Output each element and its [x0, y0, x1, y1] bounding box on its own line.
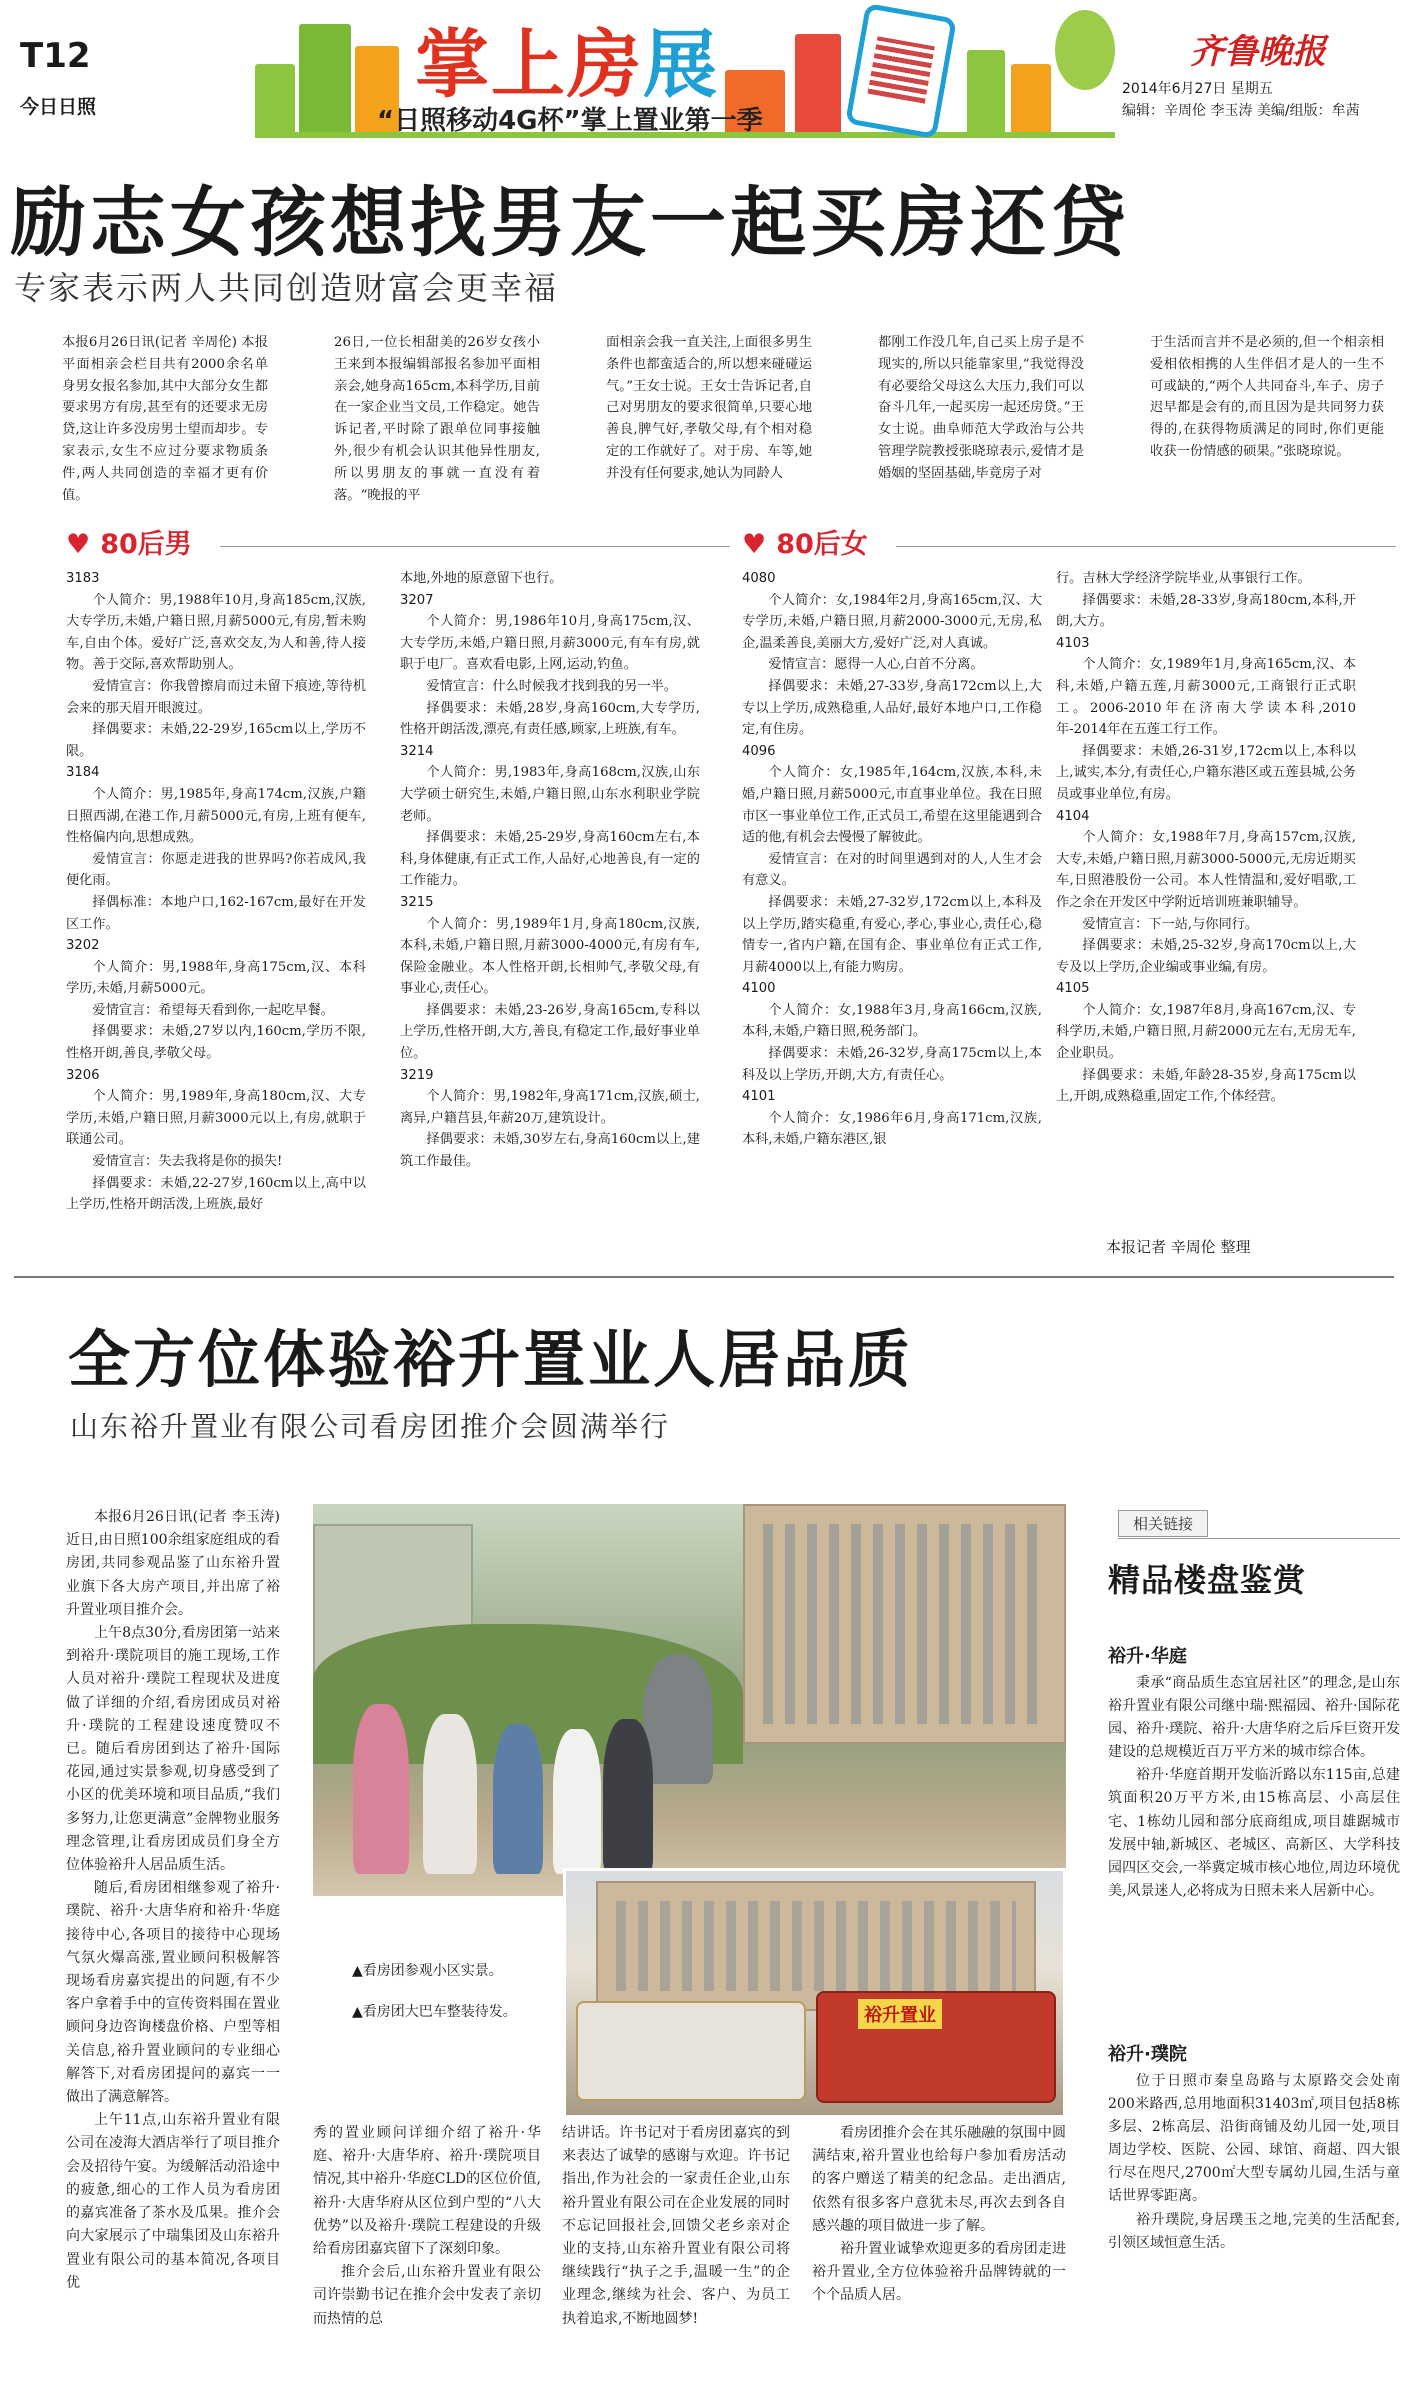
masthead	[0, 0, 1409, 152]
personal-ad	[742, 1086, 1042, 1151]
paragraph: 上午11点,山东裕升置业有限公司在凌海大酒店举行了项目推介会及招待午宴。为缓解活动沿途中的疲惫,细心的工作人员为看房团的嘉宾准备了茶水及瓜果。推介会向大家展示了中瑞集团及山东裕升置业有限公司的基本简况,各项目优	[66, 2112, 280, 2291]
ad-paragraph: 择偶要求：未婚,22-29岁,165cm以上,学历不限。	[66, 722, 366, 759]
person	[603, 1719, 653, 1874]
ad-paragraph: 个人简介：女,1989年1月,身高165cm,汉、本科,未婚,户籍五莲,月薪3000元,工商银行正式职工。2006-2010年在济南大学读本科,2010年-2014年在五莲工行工作。	[1056, 657, 1356, 738]
article1-headline: 励志女孩想找男友一起买房还贷	[10, 178, 1130, 267]
ad-paragraph: 个人简介：男,1989年,身高180cm,汉、大专学历,未婚,户籍日照,月薪3000元以上,有房,就职于联通公司。	[66, 1089, 366, 1148]
personal-ad	[66, 935, 366, 1065]
ad-number: 4105	[1056, 981, 1090, 997]
ad-paragraph: 择偶要求：未婚,年龄28-35岁,身高175cm以上,开朗,成熟稳重,固定工作,个体经营。	[1056, 1067, 1356, 1105]
section-rule	[896, 546, 1396, 547]
ad-paragraph: 个人简介：男,1985年,身高174cm,汉族,户籍日照西湖,在港工作,月薪5000元,有房,上班有便车,性格偏内向,思想成熟。	[66, 786, 366, 846]
ad-paragraph: 个人简介：女,1984年2月,身高165cm,汉、大专学历,未婚,户籍日照,月薪2000-3000元,无房,私企,温柔善良,美丽大方,爱好广泛,对人真诚。	[742, 592, 1042, 651]
paragraph: 裕升置业诚挚欢迎更多的看房团走进裕升置业,全方位体验裕升品牌铸就的一个个品质人居。	[812, 2241, 1066, 2304]
personal-ad	[1056, 633, 1356, 806]
photo-tour-buses	[563, 1868, 1066, 2118]
article1-intro-col: 都刚工作没几年,自己买上房子是不现实的,所以只能靠家里,“我觉得没有必要给父母这么大压力,我们可以奋斗几年,一起买房一起还房贷。”王女士说。曲阜师范大学政治与公共管理学院教授张晓琼表示,爱情才是婚姻的坚固基础,毕竟房子对	[878, 335, 1084, 481]
bus	[576, 2001, 806, 2101]
person	[353, 1704, 409, 1874]
article1-intro-col: 本报6月26日讯(记者 辛周伦) 本报平面相亲会栏目共有2000余名单身男女报名参加,其中大部分女生都要求男方有房,甚至有的还要求无房贷,这让许多没房男士望而却步。专家表示,女生不应过分要求物质条件,两人共同创造的幸福才更有价值。	[62, 335, 268, 503]
banner-building-icon	[299, 24, 351, 134]
paragraph: 看房团推介会在其乐融融的氛围中圆满结束,裕升置业也给每户参加看房活动的客户赠送了精美的纪念品。走出酒店,依然有很多客户意犹未尽,再次去到各自感兴趣的项目做进一步了解。	[812, 2125, 1066, 2234]
paragraph: 推介会后,山东裕升置业有限公司许崇勤书记在推介会中发表了亲切而热情的总	[313, 2264, 541, 2327]
personal-ad	[66, 568, 366, 762]
sidebar-subheading: 裕升·璞院	[1108, 2044, 1187, 2065]
personals-column	[1056, 568, 1356, 1268]
ad-paragraph: 择偶要求：未婚,26-32岁,身高175cm以上,本科及以上学历,开朗,大方,有责任心。	[742, 1046, 1042, 1083]
ad-paragraph: 个人简介：女,1988年7月,身高157cm,汉族,大专,未婚,户籍日照,月薪3000-5000元,无房近期买车,日照港股份一公司。本人性情温和,爱好唱歌,工作之余在开发区中学附近培训班兼职辅导。	[1056, 830, 1356, 910]
personal-ad	[66, 762, 366, 935]
article1-signoff: 本报记者 辛周伦 整理	[1106, 1238, 1251, 1256]
newspaper-brand: 齐鲁晚报	[1190, 32, 1326, 72]
male-section-heading: ♥ 80后男	[66, 529, 192, 560]
ad-number: 4100	[742, 981, 776, 997]
ad-number: 3207	[400, 592, 434, 608]
ad-paragraph: 个人简介：女,1987年8月,身高167cm,汉、专科学历,未婚,户籍日照,月薪2000元左右,无房无车,企业职员。	[1056, 1002, 1356, 1062]
banner-title: 掌上房展	[415, 22, 719, 108]
ad-paragraph: 择偶要求：未婚,27岁以内,160cm,学历不限,性格开朗,善良,孝敬父母。	[66, 1024, 366, 1062]
ad-paragraph: 择偶要求：未婚,28-33岁,身高180cm,本科,开朗,大方。	[1056, 592, 1356, 630]
banner-building-icon	[1011, 64, 1051, 134]
personals-column	[66, 568, 366, 1268]
article-divider	[14, 1276, 1394, 1278]
section-rule	[220, 546, 730, 547]
personals-column	[742, 568, 1042, 1268]
personal-ad	[1056, 806, 1356, 979]
ad-paragraph: 爱情宣言：你愿走进我的世界吗?你若成风,我便化雨。	[66, 851, 366, 889]
paragraph: 上午8点30分,看房团第一站来到裕升·璞院项目的施工现场,工作人员对裕升·璞院工程现状及进度做了详细的介绍,看房团成员对裕升·璞院的工程建设速度赞叹不已。随后看房团到达了裕升·国际花园,通过实景参观,切身感受到了小区的优美环境和项目品质,“我们多努力,让您更满意”金牌物业服务理念管理,让看房团成员们身全方位体验裕升人居品质生活。	[66, 1625, 280, 1874]
ad-paragraph: 个人简介：男,1982年,身高171cm,汉族,硕士,离异,户籍莒县,年薪20万,建筑设计。	[400, 1089, 700, 1126]
ad-paragraph: 个人简介：女,1986年6月,身高171cm,汉族,本科,未婚,户籍东港区,银	[742, 1110, 1042, 1148]
ad-paragraph: 择偶要求：未婚,27-32岁,172cm以上,本科及以上学历,踏实稳重,有爱心,孝心,事业心,责任心,稳情专一,省内户籍,在国有企、事业单位有正式工作,月薪4000以上,有能力购房。	[742, 894, 1042, 975]
ad-paragraph: 个人简介：男,1989年1月,身高180cm,汉族,本科,未婚,户籍日照,月薪3000-4000元,有房有车,保险金融业。本人性格开朗,长相帅气,孝敬父母,有事业心,责任心。	[400, 916, 700, 997]
ad-paragraph: 爱情宣言：愿得一人心,白首不分离。	[768, 657, 984, 673]
bus-sign: 裕升置业	[858, 1999, 942, 2029]
hotel-windows	[616, 1901, 1016, 1991]
banner-building-icon	[255, 64, 295, 134]
editor-credits: 编辑：辛周伦 李玉涛 美编/组版：牟茜	[1122, 103, 1360, 119]
paragraph: 秉承“商品质生态宜居社区”的理念,是山东裕升置业有限公司继中瑞·熙福园、裕升·国际花园、裕升·璞院、裕升·大唐华府之后斥巨资开发建设的总规模近百万平方米的城市综合体。	[1108, 1675, 1400, 1761]
ad-paragraph: 择偶要求：未婚,25-29岁,身高160cm左右,本科,身体健康,有正式工作,人品好,心地善良,有一定的工作能力。	[400, 830, 700, 889]
personal-ad	[400, 590, 700, 741]
ad-paragraph: 择偶要求：未婚,28岁,身高160cm,大专学历,性格开朗活泼,漂亮,有责任感,顾家,上班族,有车。	[400, 700, 700, 738]
personal-ad	[742, 568, 1042, 741]
paragraph: 裕升璞院,身居璞玉之地,完美的生活配套,引领区域恒意生活。	[1108, 2211, 1400, 2251]
ad-number: 4101	[742, 1089, 776, 1105]
personal-ad	[1056, 978, 1356, 1108]
personal-ad	[66, 1065, 366, 1216]
qr-code-icon	[868, 36, 935, 103]
ad-paragraph: 本地,外地的原意留下也行。	[400, 571, 563, 586]
section-name: 今日日照	[20, 96, 97, 118]
female-section-heading: ♥ 80后女	[742, 529, 868, 560]
ad-paragraph: 爱情宣言：失去我将是你的损失!	[92, 1154, 283, 1170]
person	[423, 1714, 477, 1874]
personals-column	[400, 568, 700, 1268]
sidebar-rule	[1118, 1538, 1400, 1539]
phone-icon	[845, 3, 957, 139]
ad-paragraph: 爱情宣言：下一站,与你同行。	[1082, 916, 1259, 932]
sidebar-text	[1108, 1672, 1400, 2028]
heart-icon: ♥	[66, 529, 91, 560]
paragraph: 秀的置业顾问详细介绍了裕升·华庭、裕升·大唐华府、裕升·璞院项目情况,其中裕升·华庭CLD的区位价值,裕升·大唐华府从区位到户型的“八大优势”以及裕升·璞院工程建设的升级给看房团嘉宾留下了深刻印象。	[313, 2125, 541, 2258]
building-windows	[763, 1524, 1043, 1724]
article2-headline: 全方位体验裕升置业人居品质	[68, 1323, 914, 1396]
person	[553, 1729, 601, 1874]
banner-building-icon	[967, 50, 1005, 134]
ad-paragraph: 行。吉林大学经济学院毕业,从事银行工作。	[1056, 571, 1311, 586]
ad-paragraph: 个人简介：男,1988年,身高175cm,汉、本科学历,未婚,月薪5000元。	[66, 959, 366, 997]
ad-number: 3183	[66, 571, 100, 586]
sidebar-title: 精品楼盘鉴赏	[1108, 1561, 1307, 1599]
personal-ad	[400, 568, 700, 590]
paragraph: 位于日照市秦皇岛路与太原路交会处南200米路西,总用地面积31403㎡,项目包括8栋多层、2栋高层、沿街商铺及幼儿园一处,项目周边学校、医院、公园、球馆、商超、四大银行尽在咫尺,2700㎡大型专属幼儿园,生活与童话世界零距离。	[1108, 2073, 1400, 2205]
banner	[255, 0, 1115, 148]
ad-number: 3184	[66, 765, 100, 781]
article1-intro-col: 26日,一位长相甜美的26岁女孩小王来到本报编辑部报名参加平面相亲会,她身高165cm,本科学历,目前在一家企业当文员,工作稳定。她告诉记者,平时除了跟单位同事接触外,很少有机会认识其他异性朋友,所以男朋友的事就一直没有着落。“晚报的平	[334, 335, 540, 503]
personal-ad	[742, 978, 1042, 1086]
ad-paragraph: 爱情宣言：你我曾擦肩而过未留下痕迹,等待机会来的那天眉开眼渡过。	[66, 678, 366, 716]
ad-number: 4104	[1056, 808, 1090, 824]
ad-paragraph: 择偶要求：未婚,23-26岁,身高165cm,专科以上学历,性格开朗,大方,善良,有稳定工作,最好事业单位。	[400, 1002, 700, 1062]
ad-paragraph: 择偶要求：未婚,30岁左右,身高160cm以上,建筑工作最佳。	[400, 1132, 700, 1170]
ad-paragraph: 个人简介：男,1986年10月,身高175cm,汉、大专学历,未婚,户籍日照,月薪3000元,有车有房,就职于电厂。喜欢看电影,上网,运动,钓鱼。	[400, 614, 700, 673]
sidebar-text	[1108, 2070, 1400, 2376]
issue-date: 2014年6月27日 星期五	[1122, 81, 1273, 97]
article2-column	[812, 2122, 1066, 2376]
ad-paragraph: 择偶要求：未婚,26-31岁,172cm以上,本科以上,诚实,本分,有责任心,户籍东港区或五莲县城,公务员或事业单位,有房。	[1056, 743, 1356, 802]
article2-subheadline: 山东裕升置业有限公司看房团推介会圆满举行	[70, 1410, 671, 1443]
article1-intro-col: 于生活而言并不是必须的,但一个相亲相爱相依相携的人生伴侣才是人的一生不可或缺的,“两个人共同奋斗,车子、房子迟早都是会有的,而且因为是共同努力获得的,在获得物质满足的同时,你们更能收获一份情感的硕果。”张晓琼说。	[1150, 335, 1384, 459]
ad-paragraph: 爱情宣言：希望每天看到你,一起吃早餐。	[92, 1002, 334, 1018]
banner-subtitle: “日照移动4G杯”掌上置业第一季	[377, 106, 763, 136]
ad-paragraph: 个人简介：女,1985年,164cm,汉族,本科,未婚,户籍日照,月薪5000元,市直事业单位。我在日照市区一事业单位工作,正式员工,希望在这里能遇到合适的他,有机会去慢慢了解彼此。	[742, 765, 1042, 846]
personal-ad	[400, 892, 700, 1065]
ad-number: 3215	[400, 894, 434, 910]
page-number: T12	[20, 36, 91, 76]
ad-number: 3214	[400, 743, 434, 759]
ad-number: 4103	[1056, 635, 1090, 651]
paragraph: 本报6月26日讯(记者 李玉涛) 近日,由日照100余组家庭组成的看房团,共同参观品鉴了山东裕升置业旗下各大房产项目,并出席了裕升置业项目推介会。	[66, 1509, 280, 1618]
paragraph: 裕升·华庭首期开发临沂路以东115亩,总建筑面积20万平方米,由15栋高层、小高层住宅、1栋幼儿园和部分底商组成,项目雄踞城市发展中轴,新城区、老城区、高新区、大学科技园四区交会,一举冀定城市核心地位,周边环境优美,风景迷人,必将成为日照未来人居新中心。	[1108, 1767, 1400, 1899]
ad-paragraph: 择偶要求：未婚,22-27岁,160cm以上,高中以上学历,性格开朗活泼,上班族,最好	[66, 1175, 366, 1213]
ad-paragraph: 择偶要求：未婚,25-32岁,身高170cm以上,大专及以上学历,企业编或事业编,有房。	[1056, 938, 1356, 975]
article2-column	[562, 2122, 790, 2376]
person	[493, 1724, 543, 1874]
ad-paragraph: 个人简介：男,1988年10月,身高185cm,汉族,大专学历,未婚,户籍日照,月薪5000元,有房,暂未购车,自由个体。爱好广泛,喜欢交友,为人和善,待人接物。善于交际,喜欢帮助别人。	[66, 592, 366, 673]
related-links-tag: 相关链接	[1118, 1510, 1208, 1537]
photo-tour-group	[313, 1504, 1066, 1896]
ad-number: 4096	[742, 743, 776, 759]
ad-paragraph: 爱情宣言：在对的时间里遇到对的人,人生才会有意义。	[742, 851, 1042, 889]
ad-paragraph: 择偶标准：本地户口,162-167cm,最好在开发区工作。	[66, 894, 366, 932]
paragraph: 随后,看房团相继参观了裕升·璞院、裕升·大唐华府和裕升·华庭接待中心,各项目的接待中心现场气氛火爆高涨,置业顾问积极解答现场看房嘉宾提出的问题,有不少客户拿着手中的宣传资料围在置业顾问身边咨询楼盘价格、户型等相关信息,裕升置业顾问的专业细心解答下,对看房团提问的嘉宾一一做出了满意解答。	[66, 1880, 280, 2106]
personal-ad	[400, 1065, 700, 1173]
ad-number: 3202	[66, 938, 100, 954]
article1-intro-col: 面相亲会我一直关注,上面很多男生条件也都蛮适合的,所以想来碰碰运气。”王女士说。王女士告诉记者,自己对男朋友的要求很简单,只要心地善良,脾气好,孝敬父母,有个相对稳定的工作就好了。对于房、车等,她并没有任何要求,她认为同龄人	[606, 335, 812, 481]
article1-subheadline: 专家表示两人共同创造财富会更幸福	[14, 269, 559, 307]
dolphin-statue	[643, 1654, 713, 1784]
photo-caption: ▲看房团大巴车整装待发。	[352, 2004, 517, 2020]
tree-icon	[1055, 10, 1115, 90]
banner-building-icon	[795, 34, 841, 134]
ad-paragraph: 个人简介：女,1988年3月,身高166cm,汉族,本科,未婚,户籍日照,税务部门。	[742, 1002, 1042, 1040]
ad-paragraph: 爱情宣言：什么时候我才找到我的另一半。	[426, 678, 677, 694]
personal-ad	[400, 741, 700, 892]
ad-number: 3206	[66, 1067, 100, 1083]
personal-ad	[1056, 568, 1356, 633]
ad-paragraph: 个人简介：男,1983年,身高168cm,汉族,山东大学硕士研究生,未婚,户籍日照,山东水利职业学院老师。	[400, 765, 700, 824]
photo-caption: ▲看房团参观小区实景。	[352, 1963, 503, 1979]
article2-column	[66, 1506, 280, 2376]
paragraph: 结讲话。许书记对于看房团嘉宾的到来表达了诚挚的感谢与欢迎。许书记指出,作为社会的一家责任企业,山东裕升置业有限公司在企业发展的同时不忘记回报社会,回馈父老乡亲对企业的支持,山东裕升置业有限公司将继续践行“执子之手,温暖一生”的企业理念,继续为社会、客户、为员工执着追求,不断地圆梦!	[562, 2125, 790, 2327]
heart-icon: ♥	[742, 529, 767, 560]
personal-ad	[742, 741, 1042, 979]
ad-paragraph: 择偶要求：未婚,27-33岁,身高172cm以上,大专以上学历,成熟稳重,人品好,最好本地户口,工作稳定,有住房。	[742, 678, 1042, 738]
ad-number: 4080	[742, 571, 776, 586]
ad-number: 3219	[400, 1067, 434, 1083]
sidebar-subheading: 裕升·华庭	[1108, 1646, 1187, 1667]
article2-column	[313, 2122, 541, 2376]
